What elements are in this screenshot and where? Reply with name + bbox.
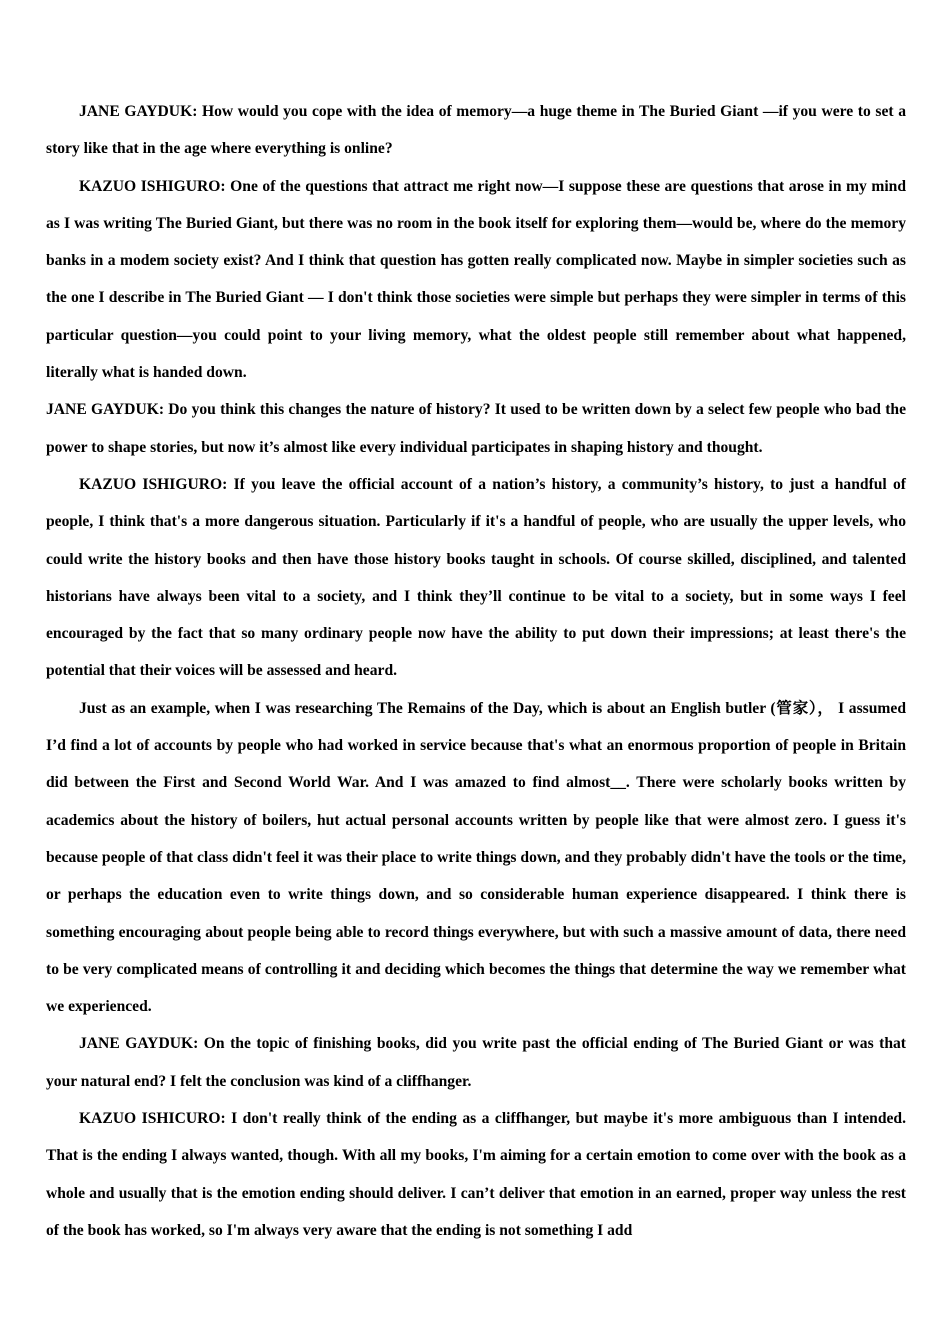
document-body xyxy=(46,93,906,1249)
paragraph-answer-remains-example: Just as an example, when I was researching The Remains of the Day, which is about an English butler (管家）， I assumed I’d find a lot of accounts by people who had worked in service because that's what an enormous proportion of people in Britain did between the First and Second World War. And I was amazed to find almost__. There were scholarly books written by academics about the history of boilers, hut actual personal accounts written by people like that were almost zero. I guess it's because people of that class didn't feel it was their place to write things down, and they probably didn't have the tools or the time, or perhaps the education even to write things down, and so considerable human experience disappeared. I think there is something encouraging about people being able to record things everywhere, but with such a massive amount of data, there need to be very complicated means of controlling it and deciding which becomes the things that determine the way we remember what we experienced. xyxy=(46,699,906,1016)
paragraph-question-ending: JANE GAYDUK: On the topic of finishing books, did you write past the official ending of The Buried Giant or was that your natural end? I felt the conclusion was kind of a cliffhanger. xyxy=(46,1035,906,1090)
paragraph-question-history: JANE GAYDUK: Do you think this changes the nature of history? It used to be written down by a select few people who bad the power to shape stories, but now it’s almost like every individual participates in shaping history and thought. xyxy=(46,401,906,456)
paragraph-answer-history: KAZUO ISHIGURO: If you leave the official account of a nation’s history, a community’s history, to just a handful of people, I think that's a more dangerous situation. Particularly if it's a handful of people, who are usually the upper levels, who could write the history books and then have those history books taught in schools. Of course skilled, disciplined, and talented historians have always been vital to a society, and I think they’ll continue to be vital to a society, but in some ways I feel encouraged by the fact that so many ordinary people now have the ability to put down their impressions; at least there's the potential that their voices will be assessed and heard. xyxy=(46,475,906,680)
paragraph-answer-ending: KAZUO ISHICURO: I don't really think of the ending as a cliffhanger, but maybe it's more ambiguous than I intended. That is the ending I always wanted, though. With all my books, I'm aiming for a certain emotion to come over with the book as a whole and usually that is the emotion ending should deliver. I can’t deliver that emotion in an earned, proper way unless the rest of the book has worked, so I'm always very aware that the ending is not something I add xyxy=(46,1110,906,1239)
paragraph-answer-memory-banks: KAZUO ISHIGURO: One of the questions that attract me right now—I suppose these are questions that arose in my mind as I was writing The Buried Giant, but there was no room in the book itself for exploring them—would be, where do the memory banks in a modem society exist? And I think that question has gotten really complicated now. Maybe in simpler societies such as the one I describe in The Buried Giant — I don't think those societies were simple but perhaps they were simpler in terms of this particular question—you could point to your living memory, what the oldest people still remember about what happened, literally what is handed down. xyxy=(46,177,906,382)
paragraph-question-memory: JANE GAYDUK: How would you cope with the idea of memory—a huge theme in The Buried Giant —if you were to set a story like that in the age where everything is online? xyxy=(46,103,906,158)
